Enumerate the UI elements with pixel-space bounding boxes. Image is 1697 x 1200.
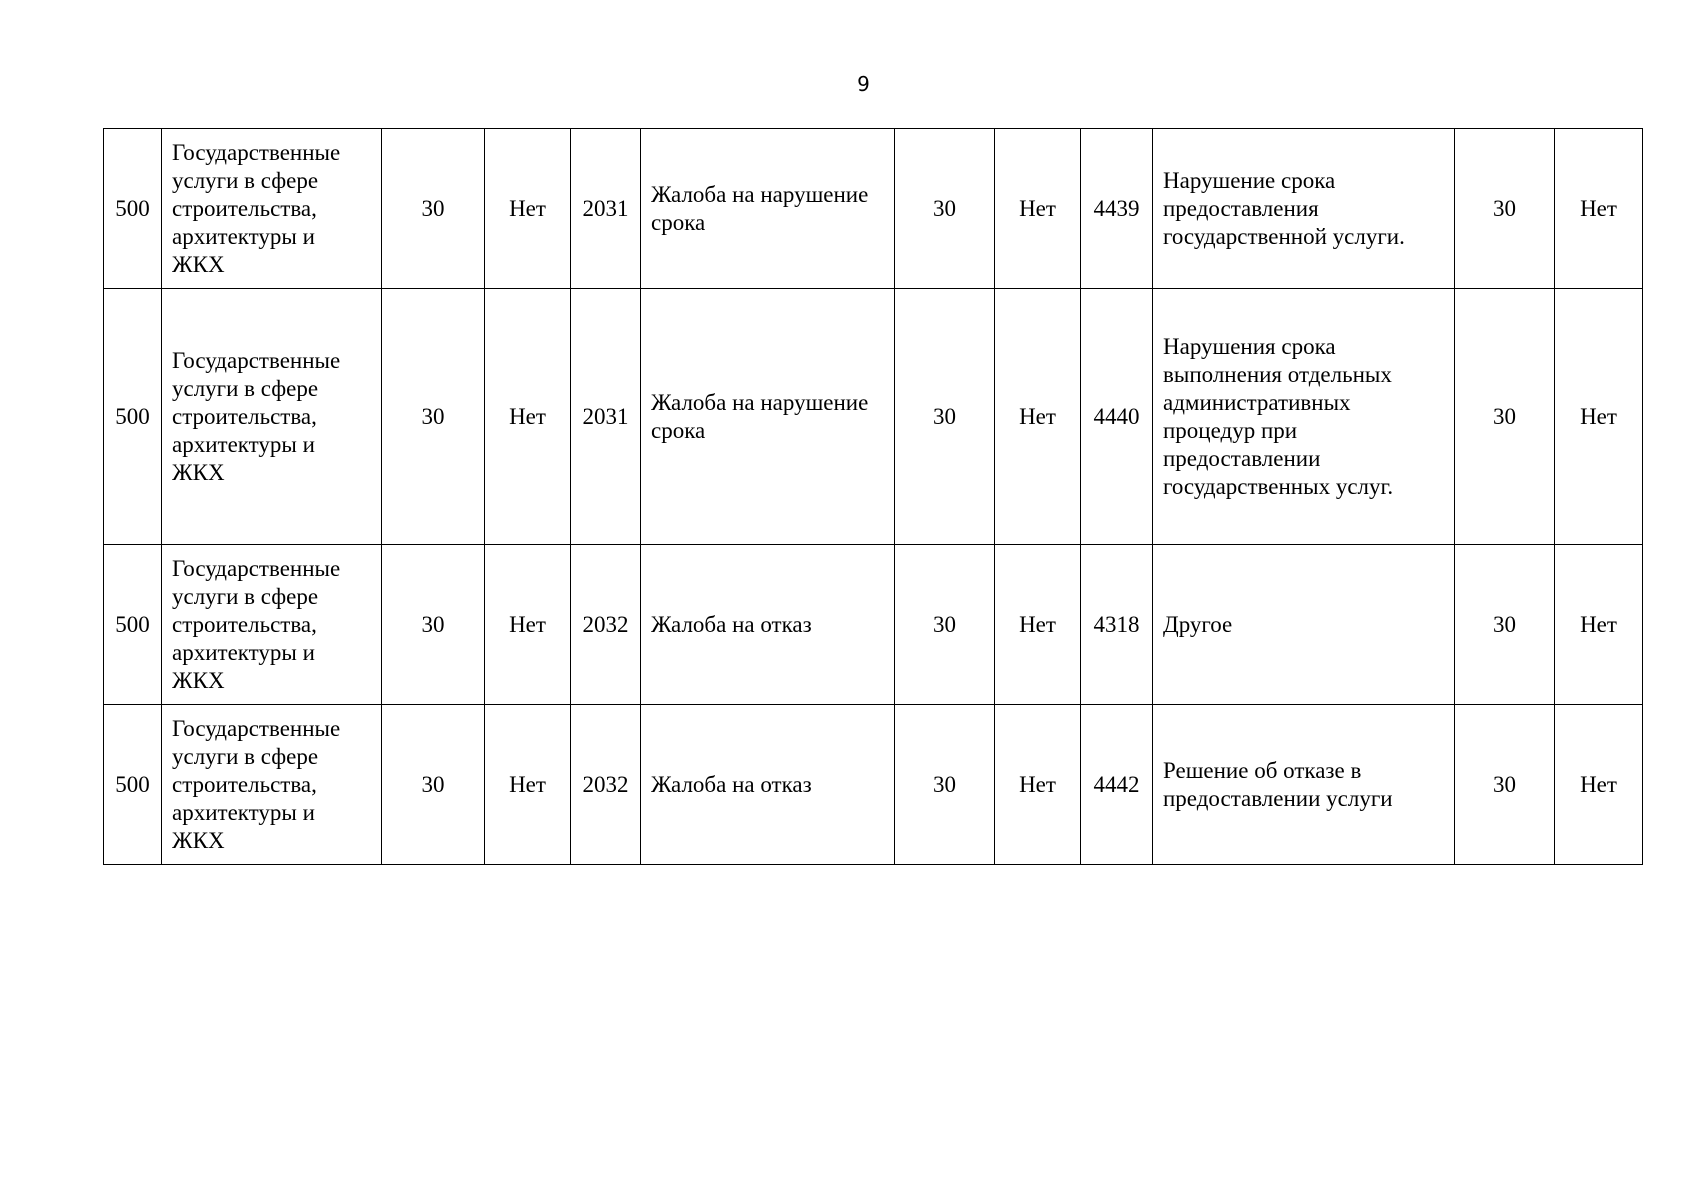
- category-name-cell: Государственные услуги в сфере строительства, архитектуры и ЖКХ: [162, 545, 382, 705]
- complaint-type-code-cell: 2031: [571, 129, 641, 289]
- reason-text-cell: Другое: [1153, 545, 1455, 705]
- complaint-type-code-cell: 2032: [571, 545, 641, 705]
- complaint-type-name-cell: Жалоба на отказ: [641, 545, 895, 705]
- reason-days-cell: 30: [1455, 289, 1555, 545]
- category-days-cell: 30: [382, 289, 485, 545]
- category-days-cell: 30: [382, 129, 485, 289]
- category-code-cell: 500: [104, 129, 162, 289]
- reason-text-cell: Нарушения срока выполнения отдельных административных процедур при предоставлении государственных услуг.: [1153, 289, 1455, 545]
- reason-code-cell: 4440: [1081, 289, 1153, 545]
- category-flag-cell: Нет: [485, 705, 571, 865]
- complaint-type-days-cell: 30: [895, 129, 995, 289]
- complaint-type-flag-cell: Нет: [995, 545, 1081, 705]
- complaint-type-name-cell: Жалоба на нарушение срока: [641, 289, 895, 545]
- category-code-cell: 500: [104, 545, 162, 705]
- reason-days-cell: 30: [1455, 545, 1555, 705]
- table-row: [104, 289, 1643, 545]
- complaint-type-flag-cell: Нет: [995, 129, 1081, 289]
- category-name-cell: Государственные услуги в сфере строительства, архитектуры и ЖКХ: [162, 129, 382, 289]
- category-name-cell: Государственные услуги в сфере строительства, архитектуры и ЖКХ: [162, 705, 382, 865]
- reason-code-cell: 4442: [1081, 705, 1153, 865]
- complaint-type-name-cell: Жалоба на нарушение срока: [641, 129, 895, 289]
- complaint-type-code-cell: 2032: [571, 705, 641, 865]
- reason-flag-cell: Нет: [1555, 289, 1643, 545]
- complaint-type-days-cell: 30: [895, 705, 995, 865]
- reason-flag-cell: Нет: [1555, 705, 1643, 865]
- reason-flag-cell: Нет: [1555, 545, 1643, 705]
- category-code-cell: 500: [104, 705, 162, 865]
- category-code-cell: 500: [104, 289, 162, 545]
- complaint-type-days-cell: 30: [895, 289, 995, 545]
- complaint-type-flag-cell: Нет: [995, 705, 1081, 865]
- page-number: 9: [857, 72, 870, 96]
- reason-flag-cell: Нет: [1555, 129, 1643, 289]
- complaint-type-name-cell: Жалоба на отказ: [641, 705, 895, 865]
- table-row: [104, 705, 1643, 865]
- reason-text-cell: Решение об отказе в предоставлении услуги: [1153, 705, 1455, 865]
- complaint-type-days-cell: 30: [895, 545, 995, 705]
- reason-days-cell: 30: [1455, 705, 1555, 865]
- category-days-cell: 30: [382, 545, 485, 705]
- category-flag-cell: Нет: [485, 545, 571, 705]
- reason-code-cell: 4439: [1081, 129, 1153, 289]
- complaint-type-flag-cell: Нет: [995, 289, 1081, 545]
- category-name-cell: Государственные услуги в сфере строительства, архитектуры и ЖКХ: [162, 289, 382, 545]
- category-days-cell: 30: [382, 705, 485, 865]
- category-flag-cell: Нет: [485, 289, 571, 545]
- reason-days-cell: 30: [1455, 129, 1555, 289]
- category-flag-cell: Нет: [485, 129, 571, 289]
- reason-text-cell: Нарушение срока предоставления государственной услуги.: [1153, 129, 1455, 289]
- complaint-type-code-cell: 2031: [571, 289, 641, 545]
- table-row: [104, 129, 1643, 289]
- complaint-classifier-table: [103, 128, 1643, 865]
- reason-code-cell: 4318: [1081, 545, 1153, 705]
- table-row: [104, 545, 1643, 705]
